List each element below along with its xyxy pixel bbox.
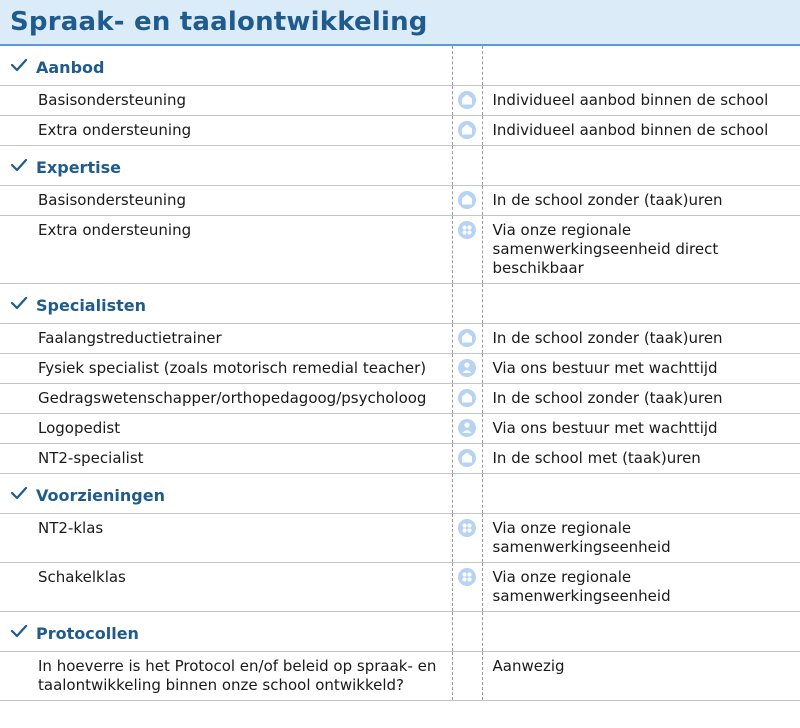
row-value: Via onze regionale samenwerkingseenheid direct beschikbaar bbox=[482, 216, 800, 284]
row-value: In de school met (taak)uren bbox=[482, 444, 800, 474]
row-label: In hoeverre is het Protocol en/of beleid op spraak- en taalontwikkeling binnen onze school ontwikkeld? bbox=[0, 652, 452, 701]
row-value: Via ons bestuur met wachttijd bbox=[482, 354, 800, 384]
section-label: Aanbod bbox=[36, 58, 105, 77]
section-label: Protocollen bbox=[36, 624, 139, 643]
section-label: Expertise bbox=[36, 158, 121, 177]
row-value: In de school zonder (taak)uren bbox=[482, 384, 800, 414]
network-icon bbox=[458, 221, 476, 239]
section-row-aanbod bbox=[0, 46, 800, 86]
section-row-voorzieningen bbox=[0, 474, 800, 514]
checkmark-icon bbox=[10, 486, 28, 505]
row-label: Fysiek specialist (zoals motorisch remedial teacher) bbox=[0, 354, 452, 384]
checkmark-icon bbox=[10, 158, 28, 177]
row-value: Via onze regionale samenwerkingseenheid bbox=[482, 563, 800, 612]
row-value: In de school zonder (taak)uren bbox=[482, 324, 800, 354]
row-value: Individueel aanbod binnen de school bbox=[482, 86, 800, 116]
table-row bbox=[0, 514, 800, 563]
table-row bbox=[0, 116, 800, 146]
checkmark-icon bbox=[10, 624, 28, 643]
table-row bbox=[0, 444, 800, 474]
section-row-protocollen bbox=[0, 612, 800, 652]
school-icon bbox=[458, 191, 476, 209]
row-label: Basisondersteuning bbox=[0, 186, 452, 216]
section-row-expertise bbox=[0, 146, 800, 186]
page-title: Spraak- en taalontwikkeling bbox=[10, 7, 428, 37]
school-icon bbox=[458, 449, 476, 467]
school-icon bbox=[458, 91, 476, 109]
table-row bbox=[0, 324, 800, 354]
row-label: Schakelklas bbox=[0, 563, 452, 612]
row-label: Extra ondersteuning bbox=[0, 216, 452, 284]
row-label: NT2-specialist bbox=[0, 444, 452, 474]
checkmark-icon bbox=[10, 296, 28, 315]
network-icon bbox=[458, 568, 476, 586]
section-row-specialisten bbox=[0, 284, 800, 324]
school-icon bbox=[458, 389, 476, 407]
table-row bbox=[0, 86, 800, 116]
table-row bbox=[0, 384, 800, 414]
row-label: Faalangstreductietrainer bbox=[0, 324, 452, 354]
section-label: Specialisten bbox=[36, 296, 146, 315]
row-label: Logopedist bbox=[0, 414, 452, 444]
board-icon bbox=[458, 359, 476, 377]
row-value: Via onze regionale samenwerkingseenheid bbox=[482, 514, 800, 563]
board-icon bbox=[458, 419, 476, 437]
table-row bbox=[0, 563, 800, 612]
checkmark-icon bbox=[10, 58, 28, 77]
row-value: In de school zonder (taak)uren bbox=[482, 186, 800, 216]
support-table bbox=[0, 46, 800, 701]
row-label: Gedragswetenschapper/orthopedagoog/psycholoog bbox=[0, 384, 452, 414]
table-row bbox=[0, 186, 800, 216]
table-row bbox=[0, 414, 800, 444]
table-row bbox=[0, 216, 800, 284]
row-label: Extra ondersteuning bbox=[0, 116, 452, 146]
row-value: Individueel aanbod binnen de school bbox=[482, 116, 800, 146]
row-label: Basisondersteuning bbox=[0, 86, 452, 116]
network-icon bbox=[458, 519, 476, 537]
row-label: NT2-klas bbox=[0, 514, 452, 563]
row-value: Aanwezig bbox=[482, 652, 800, 701]
page-header bbox=[0, 0, 800, 46]
table-row bbox=[0, 652, 800, 701]
table-row bbox=[0, 354, 800, 384]
school-icon bbox=[458, 121, 476, 139]
school-icon bbox=[458, 329, 476, 347]
row-value: Via ons bestuur met wachttijd bbox=[482, 414, 800, 444]
section-label: Voorzieningen bbox=[36, 486, 165, 505]
